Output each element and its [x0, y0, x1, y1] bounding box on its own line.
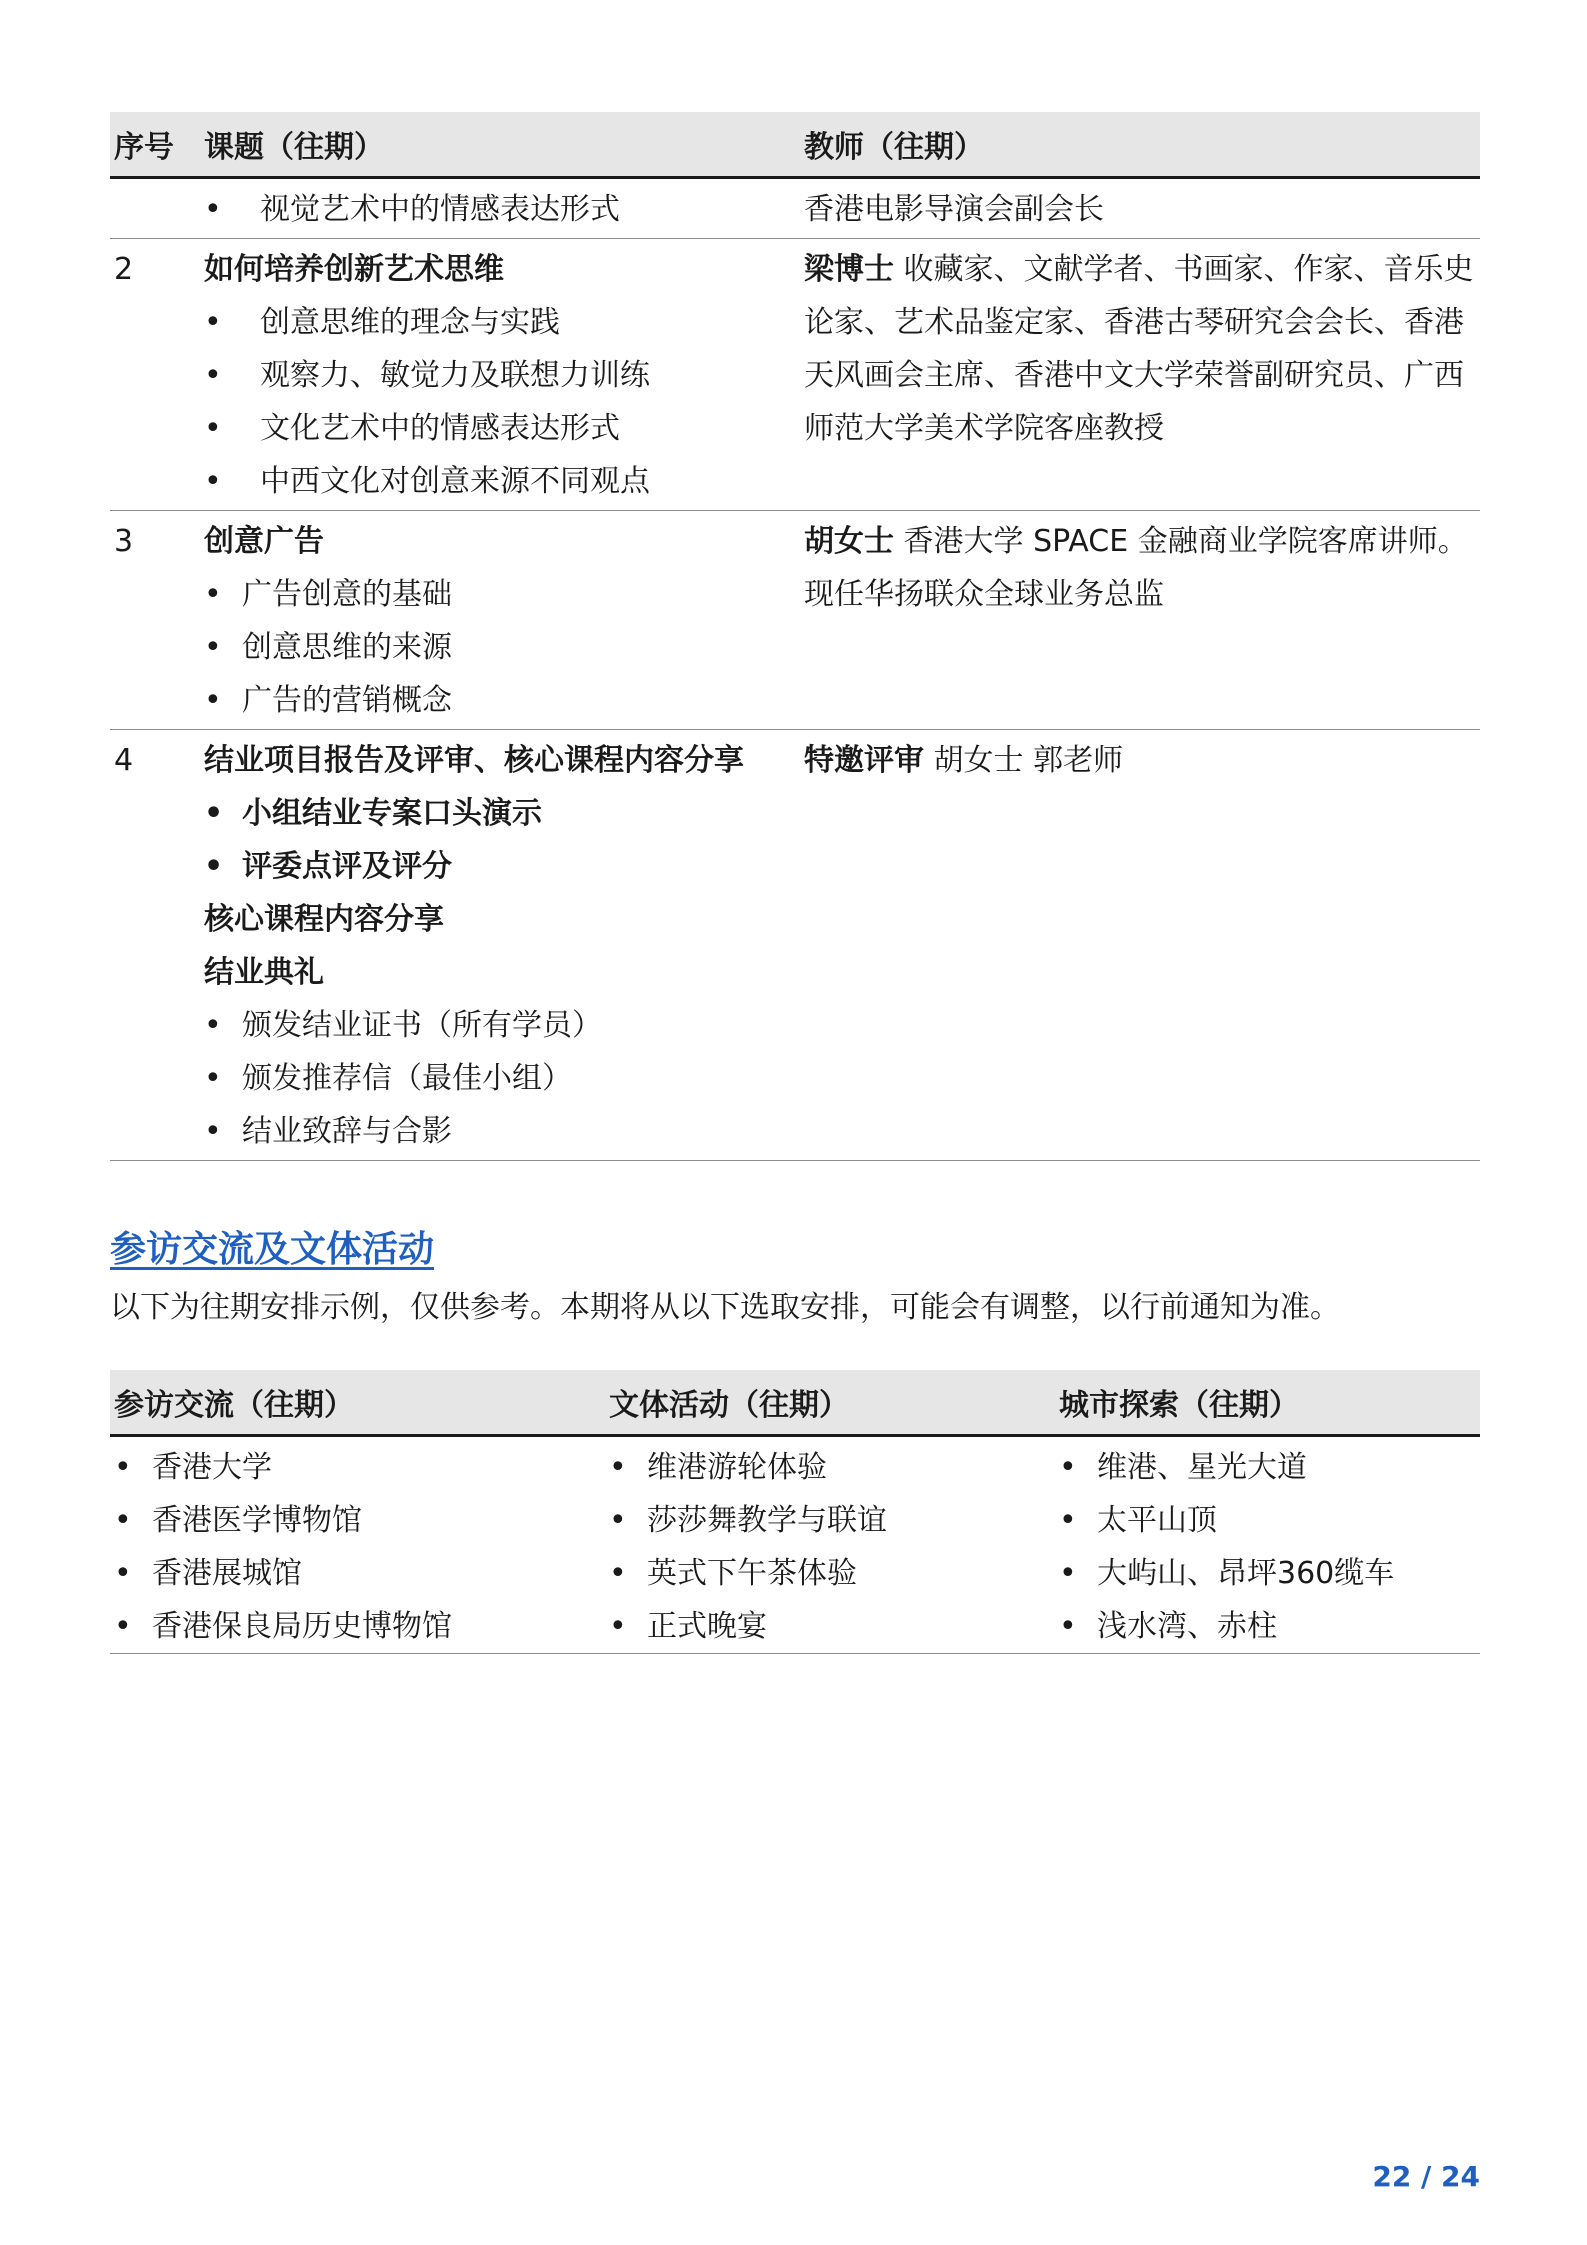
- row-teacher: [800, 239, 1480, 511]
- list-item: • 小组结业专案口头演示: [204, 787, 796, 840]
- list-item: • 维港游轮体验: [609, 1441, 1051, 1494]
- list-item: • 中西文化对创意来源不同观点: [204, 455, 796, 508]
- list-item: • 大屿山、昂坪360缆车: [1059, 1547, 1476, 1600]
- row-teacher: [800, 511, 1480, 730]
- course-table: [110, 112, 1480, 1161]
- list-item: • 莎莎舞教学与联谊: [609, 1494, 1051, 1547]
- recreation-list: [609, 1441, 1051, 1653]
- list-item: • 颁发推荐信（最佳小组）: [204, 1052, 796, 1105]
- table-row: [110, 730, 1480, 1161]
- header-visits: 参访交流（往期）: [110, 1370, 605, 1436]
- topic-title: 创意广告: [204, 524, 324, 559]
- row-topic: [200, 178, 800, 239]
- teacher-name: 胡女士: [804, 524, 894, 559]
- row-topic: [200, 511, 800, 730]
- topic-subtitle: 结业典礼: [204, 955, 324, 990]
- header-no: 序号: [110, 112, 200, 178]
- header-topic: 课题（往期）: [200, 112, 800, 178]
- topic-bold-bullets: [204, 787, 796, 893]
- list-item: • 评委点评及评分: [204, 840, 796, 893]
- section-description: 以下为往期安排示例，仅供参考。本期将从以下选取安排，可能会有调整，以行前通知为准。: [110, 1290, 1340, 1325]
- row-number: [110, 178, 200, 239]
- list-item: • 广告的营销概念: [204, 674, 796, 727]
- visits-column: [110, 1436, 605, 1654]
- list-item: • 正式晚宴: [609, 1600, 1051, 1653]
- list-item: • 视觉艺术中的情感表达形式: [204, 183, 796, 236]
- topic-title: 如何培养创新艺术思维: [204, 252, 504, 287]
- list-item: • 创意思维的来源: [204, 621, 796, 674]
- page-number: 22 / 24: [1372, 2160, 1480, 2193]
- teacher-name: 梁博士: [804, 252, 894, 287]
- row-teacher: [800, 178, 1480, 239]
- topic-title: 结业项目报告及评审、核心课程内容分享: [204, 743, 744, 778]
- row-number: 2: [114, 252, 134, 287]
- activities-table-header: [110, 1370, 1480, 1436]
- list-item: • 香港保良局历史博物馆: [114, 1600, 601, 1653]
- topic-subtitle: 核心课程内容分享: [204, 902, 444, 937]
- teacher-desc: 香港大学 SPACE 金融商业学院客席讲师。现任华扬联众全球业务总监: [804, 524, 1468, 612]
- list-item: • 浅水湾、赤柱: [1059, 1600, 1476, 1653]
- city-list: [1059, 1441, 1476, 1653]
- teacher-name: 特邀评审: [804, 743, 924, 778]
- table-row: [110, 1436, 1480, 1654]
- activities-table: [110, 1370, 1480, 1654]
- row-teacher: [800, 730, 1480, 1161]
- header-recreation: 文体活动（往期）: [605, 1370, 1055, 1436]
- list-item: • 英式下午茶体验: [609, 1547, 1051, 1600]
- section-title: 参访交流及文体活动: [110, 1229, 435, 1270]
- row-topic: [200, 730, 800, 1161]
- row-topic: [200, 239, 800, 511]
- header-teacher: 教师（往期）: [800, 112, 1480, 178]
- page-content: [110, 112, 1480, 1654]
- list-item: • 广告创意的基础: [204, 568, 796, 621]
- list-item: • 香港展城馆: [114, 1547, 601, 1600]
- list-item: • 观察力、敏觉力及联想力训练: [204, 349, 796, 402]
- table-row: [110, 511, 1480, 730]
- header-city: 城市探索（往期）: [1055, 1370, 1480, 1436]
- list-item: • 太平山顶: [1059, 1494, 1476, 1547]
- list-item: • 香港医学博物馆: [114, 1494, 601, 1547]
- city-column: [1055, 1436, 1480, 1654]
- topic-bullets: [204, 568, 796, 727]
- teacher-desc: 香港电影导演会副会长: [804, 192, 1104, 227]
- teacher-desc: 收藏家、文献学者、书画家、作家、音乐史论家、艺术品鉴定家、香港古琴研究会会长、香港天风画会主席、香港中文大学荣誉副研究员、广西师范大学美术学院客座教授: [804, 252, 1474, 446]
- table-row: [110, 178, 1480, 239]
- topic-bullets: [204, 183, 796, 236]
- list-item: • 结业致辞与合影: [204, 1105, 796, 1158]
- teacher-desc: 胡女士 郭老师: [933, 743, 1124, 778]
- table-row: [110, 239, 1480, 511]
- topic-bullets: [204, 296, 796, 508]
- list-item: • 创意思维的理念与实践: [204, 296, 796, 349]
- course-table-header: [110, 112, 1480, 178]
- visits-list: [114, 1441, 601, 1653]
- list-item: • 颁发结业证书（所有学员）: [204, 999, 796, 1052]
- row-number: 4: [114, 743, 134, 778]
- recreation-column: [605, 1436, 1055, 1654]
- topic-bullets: [204, 999, 796, 1158]
- row-number: 3: [114, 524, 134, 559]
- list-item: • 维港、星光大道: [1059, 1441, 1476, 1494]
- list-item: • 文化艺术中的情感表达形式: [204, 402, 796, 455]
- list-item: • 香港大学: [114, 1441, 601, 1494]
